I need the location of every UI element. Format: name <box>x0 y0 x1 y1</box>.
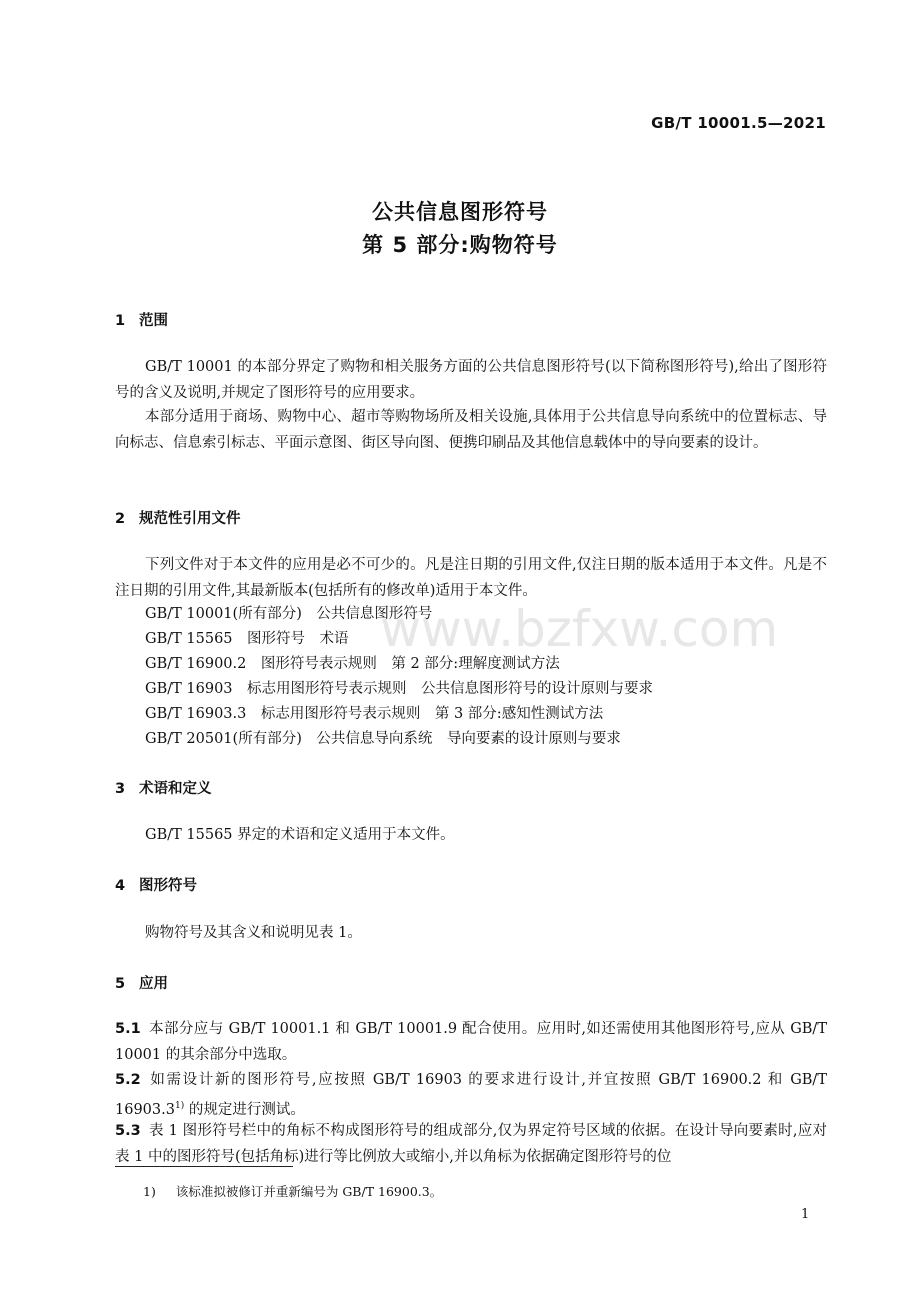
section-title: 术语和定义 <box>139 781 212 797</box>
section-2-paragraph-1: 下列文件对于本文件的应用是必不可少的。凡是注日期的引用文件,仅注日期的版本适用于本文件。凡是不注日期的引用文件,其最新版本(包括所有的修改单)适用于本文件。 <box>115 557 827 599</box>
clause-5-1 <box>115 1016 827 1068</box>
clause-number: 5.2 <box>115 1072 141 1088</box>
section-number: 2 <box>115 511 126 527</box>
section-2-heading <box>115 507 241 528</box>
clause-number: 5.3 <box>115 1123 141 1139</box>
document-title: 公共信息图形符号 <box>372 200 548 224</box>
section-title: 规范性引用文件 <box>139 511 241 527</box>
standard-number: GB/T 10001.5—2021 <box>651 114 826 132</box>
clause-number: 5.1 <box>115 1021 141 1037</box>
section-number: 4 <box>115 878 126 894</box>
clause-text: 本部分应与 GB/T 10001.1 和 GB/T 10001.9 配合使用。应用时,如还需使用其他图形符号,应从 GB/T 10001 的其余部分中选取。 <box>115 1021 827 1063</box>
section-title: 应用 <box>139 976 168 992</box>
clause-text: 如需设计新的图形符号,应按照 GB/T 16903 的要求进行设计,并宜按照 GB/T 16900.2 和 GB/T 16903.3 <box>115 1072 827 1118</box>
footnote-reference: 1) <box>174 1101 185 1111</box>
section-4-heading <box>115 874 197 895</box>
section-1-heading <box>115 309 168 330</box>
section-1-paragraph-2: 本部分适用于商场、购物中心、超市等购物场所及相关设施,具体用于公共信息导向系统中的位置标志、导向标志、信息索引标志、平面示意图、街区导向图、便携印刷品及其他信息载体中的导向要素的设计。 <box>115 409 827 451</box>
clause-5-3 <box>115 1118 827 1170</box>
section-4-paragraph-1: 购物符号及其含义和说明见表 1。 <box>145 925 362 941</box>
watermark: www.bzfxw.com <box>380 600 779 658</box>
clause-text-tail: 的规定进行测试。 <box>184 1101 305 1118</box>
section-5-heading <box>115 972 168 993</box>
normative-reference: GB/T 20501(所有部分) 公共信息导向系统 导向要素的设计原则与要求 <box>145 731 621 747</box>
normative-reference: GB/T 16900.2 图形符号表示规则 第 2 部分:理解度测试方法 <box>145 656 560 672</box>
normative-reference: GB/T 16903.3 标志用图形符号表示规则 第 3 部分:感知性测试方法 <box>145 706 604 722</box>
clause-text: 表 1 图形符号栏中的角标不构成图形符号的组成部分,仅为界定符号区域的依据。在设计导向要素时,应对表 1 中的图形符号(包括角标)进行等比例放大或缩小,并以角标为依据确定图形符号的位 <box>115 1123 827 1165</box>
section-title: 范围 <box>139 313 168 329</box>
footnote-number: 1) <box>143 1184 156 1199</box>
section-3-heading <box>115 777 212 798</box>
section-1-paragraph-1: GB/T 10001 的本部分界定了购物和相关服务方面的公共信息图形符号(以下简称图形符号),给出了图形符号的含义及说明,并规定了图形符号的应用要求。 <box>115 359 827 401</box>
section-title: 图形符号 <box>139 878 197 894</box>
section-3-paragraph-1: GB/T 15565 界定的术语和定义适用于本文件。 <box>145 827 455 843</box>
page-number: 1 <box>801 1207 810 1222</box>
section-number: 1 <box>115 313 126 329</box>
footnote <box>143 1182 442 1200</box>
normative-reference: GB/T 10001(所有部分) 公共信息图形符号 <box>145 606 433 622</box>
footnote-text: 该标准拟被修订并重新编号为 GB/T 16900.3。 <box>175 1184 443 1199</box>
footnote-divider <box>115 1166 293 1167</box>
normative-reference: GB/T 16903 标志用图形符号表示规则 公共信息图形符号的设计原则与要求 <box>145 681 654 697</box>
section-number: 3 <box>115 781 126 797</box>
document-subtitle: 第 5 部分:购物符号 <box>362 233 558 257</box>
section-number: 5 <box>115 976 126 992</box>
clause-5-2 <box>115 1067 827 1123</box>
normative-reference: GB/T 15565 图形符号 术语 <box>145 631 349 647</box>
